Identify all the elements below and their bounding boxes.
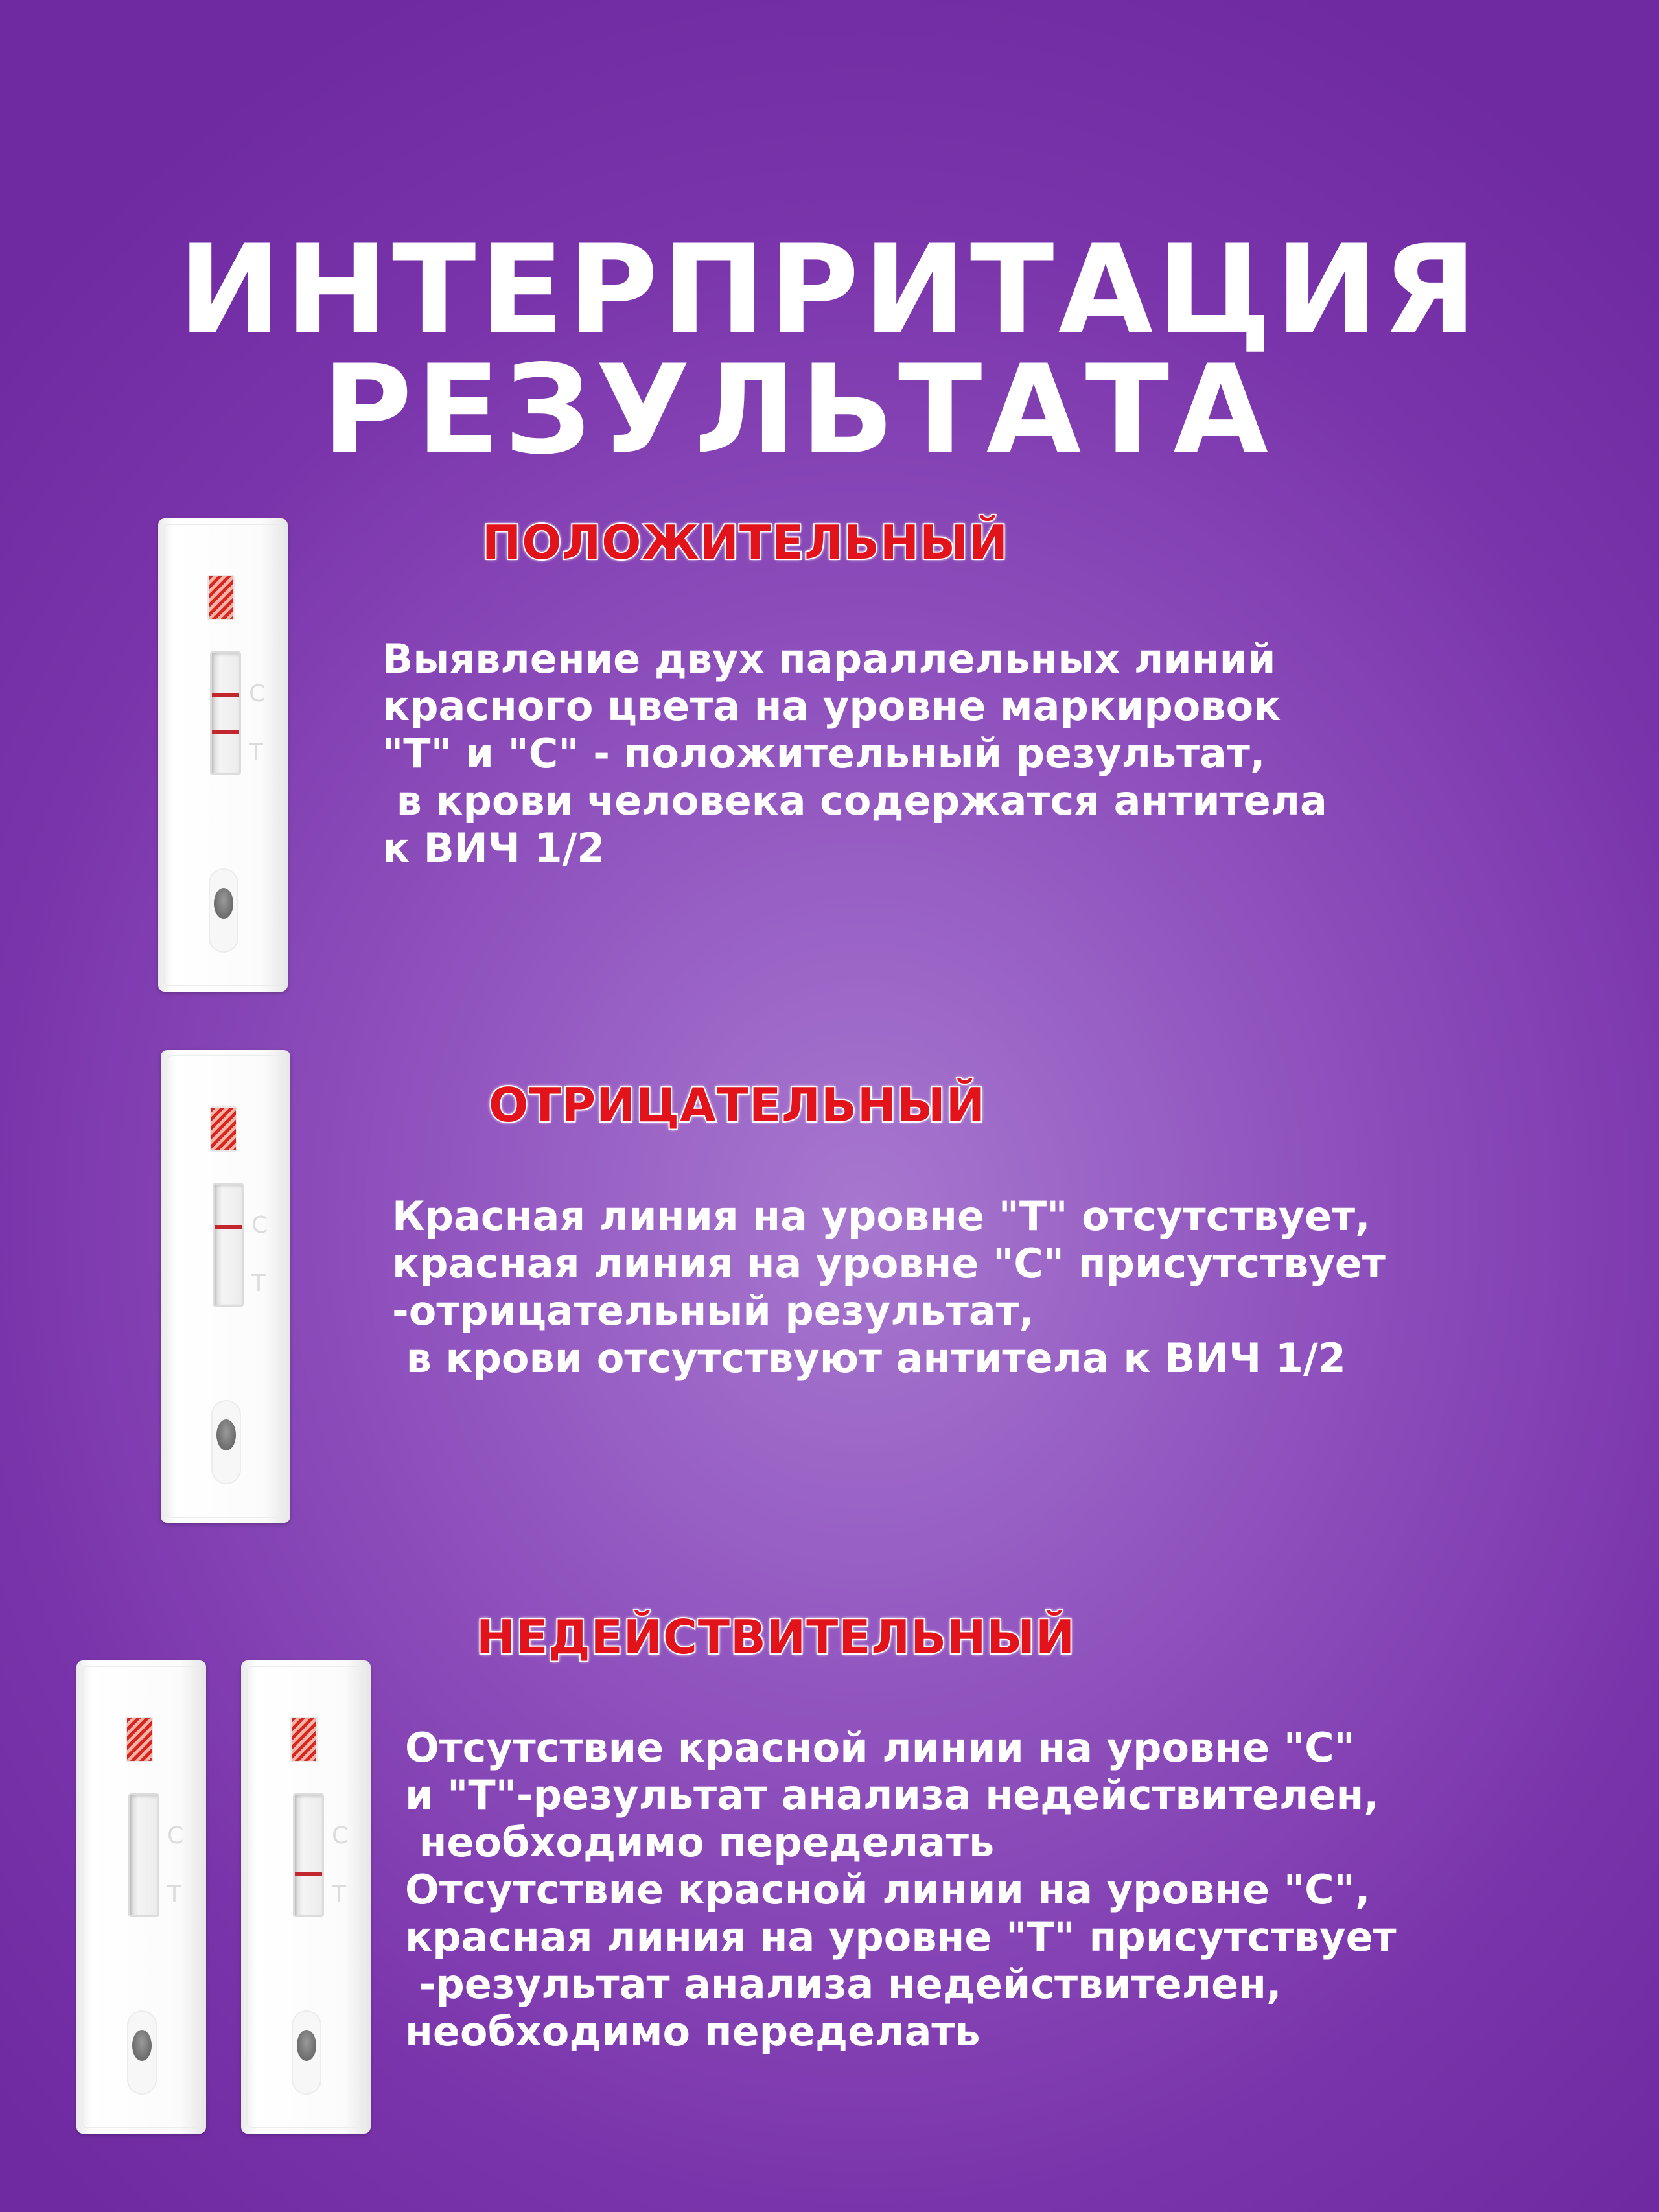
control-line — [215, 1225, 242, 1229]
t-marking: T — [251, 1270, 266, 1297]
sample-hole — [216, 1419, 236, 1450]
invalid-test-cassette-no-lines — [76, 1660, 206, 2134]
t-marking: T — [167, 1881, 181, 1907]
test-line — [212, 730, 239, 734]
result-window — [293, 1793, 324, 1917]
sample-hole — [132, 2030, 152, 2061]
test-line — [295, 1872, 322, 1876]
invalid-label: НЕДЕЙСТВИТЕЛЬНЫЙ — [476, 1610, 1076, 1664]
result-window — [213, 1183, 244, 1307]
negative-description: Красная линия на уровне "Т" отсутствует, красная линия на уровне "С" присутствует -отрицательный результат, в крови отсутствуют антитела к ВИЧ 1/2 — [392, 1193, 1386, 1382]
sample-hole — [297, 2030, 316, 2061]
title-line-2: РЕЗУЛЬТАТА — [321, 338, 1273, 482]
page-title — [0, 218, 1659, 482]
cassette-sticker — [126, 1717, 153, 1762]
c-marking: C — [332, 1822, 349, 1849]
c-marking: C — [167, 1822, 184, 1849]
positive-test-cassette — [158, 518, 288, 992]
result-window — [210, 651, 241, 775]
cassette-sticker — [290, 1717, 318, 1762]
positive-description: Выявление двух параллельных линий красного цвета на уровне маркировок "Т" и "С" - положительный результат, в крови человека содержатся антитела к ВИЧ 1/2 — [382, 635, 1327, 872]
invalid-test-cassette-t-only — [241, 1660, 371, 2134]
result-window — [128, 1793, 159, 1917]
c-marking: C — [249, 681, 266, 707]
t-marking: T — [332, 1881, 346, 1907]
invalid-description: Отсутствие красной линии на уровне "С" и "Т"-результат анализа недействителен, необходимо переделать Отсутствие красной линии на уровне "С", красная линия на уровне "Т" присутствует -результат анализа недействителен, необходимо переделать — [405, 1724, 1397, 2055]
cassette-sticker — [210, 1106, 237, 1152]
c-marking: C — [251, 1212, 268, 1239]
positive-label: ПОЛОЖИТЕЛЬНЫЙ — [482, 515, 1008, 570]
t-marking: T — [249, 739, 263, 765]
sample-hole — [214, 888, 233, 919]
cassette-sticker — [207, 575, 235, 620]
negative-label: ОТРИЦАТЕЛЬНЫЙ — [489, 1078, 986, 1132]
negative-test-cassette — [161, 1050, 290, 1523]
control-line — [212, 693, 239, 697]
title-line-1: ИНТЕРПРИТАЦИЯ — [178, 218, 1481, 362]
